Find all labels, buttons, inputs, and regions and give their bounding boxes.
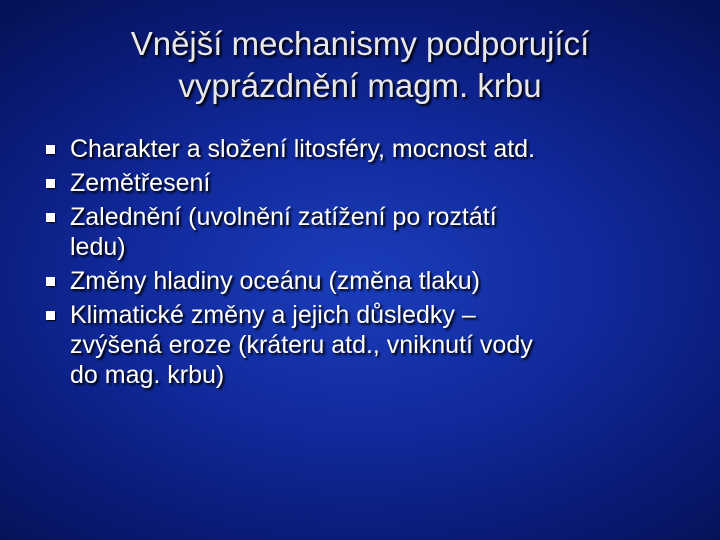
bullet-line: Klimatické změny a jejich důsledky – xyxy=(70,301,476,329)
bullet-item xyxy=(46,202,696,262)
bullet-list xyxy=(46,134,696,394)
bullet-item xyxy=(46,134,696,164)
bullet-line: zvýšená eroze (kráteru atd., vniknutí vody xyxy=(70,331,533,359)
bullet-item xyxy=(46,300,696,390)
bullet-text xyxy=(70,202,696,262)
square-bullet-icon xyxy=(46,145,55,154)
bullet-text xyxy=(70,168,696,198)
slide-title xyxy=(20,23,700,107)
bullet-line: Změny hladiny oceánu (změna tlaku) xyxy=(70,267,480,295)
bullet-text xyxy=(70,134,696,164)
square-bullet-icon xyxy=(46,179,55,188)
bullet-text xyxy=(70,266,696,296)
bullet-text xyxy=(70,300,696,390)
bullet-line: do mag. krbu) xyxy=(70,361,225,389)
slide-title-line: vyprázdnění magm. krbu xyxy=(178,67,542,104)
bullet-line: Charakter a složení litosféry, mocnost atd. xyxy=(70,135,536,163)
bullet-line: Zemětřesení xyxy=(70,169,211,197)
bullet-item xyxy=(46,266,696,296)
bullet-item xyxy=(46,168,696,198)
bullet-line: ledu) xyxy=(70,233,126,261)
square-bullet-icon xyxy=(46,213,55,222)
square-bullet-icon xyxy=(46,311,55,320)
bullet-line: Zalednění (uvolnění zatížení po roztátí xyxy=(70,203,497,231)
square-bullet-icon xyxy=(46,277,55,286)
slide-title-line: Vnější mechanismy podporující xyxy=(130,25,590,62)
